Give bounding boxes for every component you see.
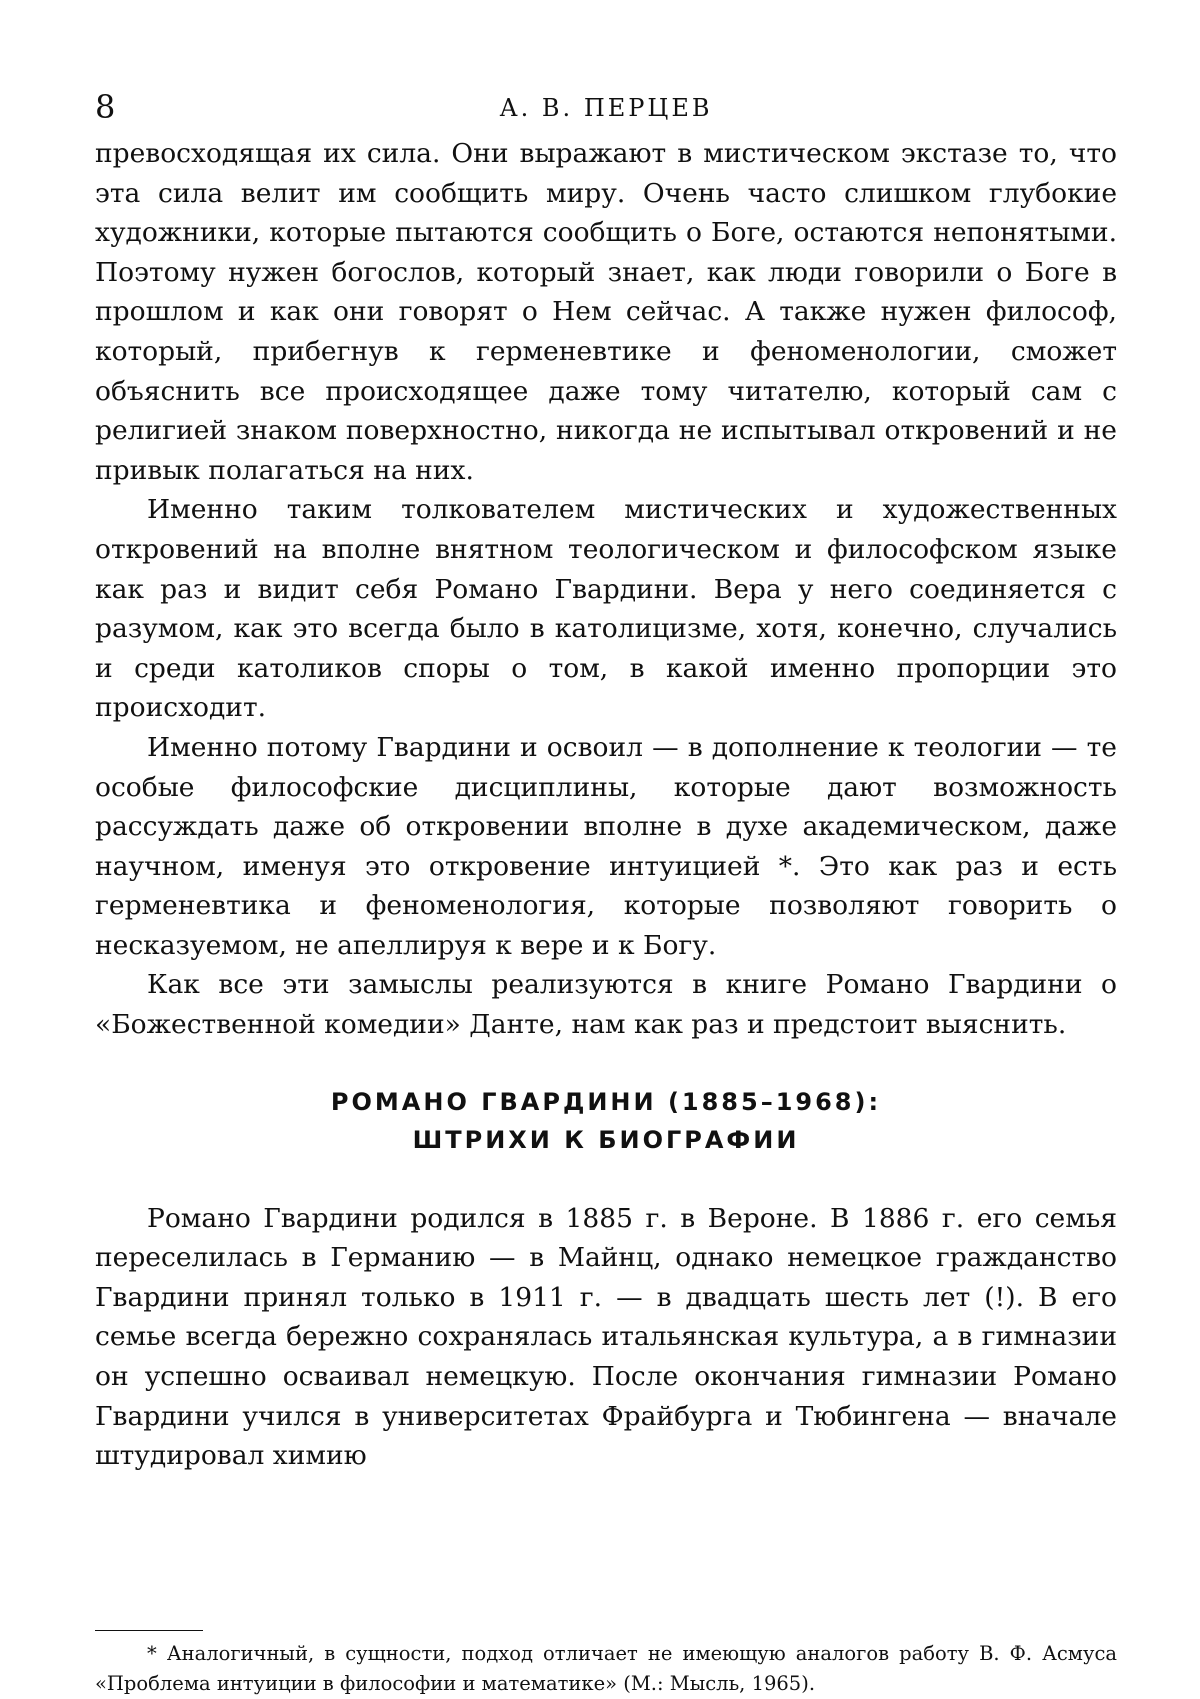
section-title — [95, 1083, 1117, 1159]
body-text — [95, 134, 1117, 1476]
footnote-area — [95, 1630, 1117, 1699]
section-paragraph: Романо Гвардини родился в 1885 г. в Вероне. В 1886 г. его семья переселилась в Германию — в Майнц, однако немецкое гражданство Гвардини принял только в 1911 г. — в двадцать шесть лет (!). В его семье всегда бережно сохранялась итальянская культура, а в гимназии он успешно осваивал немецкую. После окончания гимназии Романо Гвардини учился в университетах Фрайбурга и Тюбингена — вначале штудировал химию — [95, 1202, 1117, 1472]
book-page — [95, 80, 1117, 1695]
running-head — [95, 80, 1117, 134]
paragraph: Как все эти замыслы реализуются в книге Романо Гвардини о «Божественной комедии» Данте, нам как раз и предстоит выяснить. — [95, 969, 1117, 1041]
footnote: * Аналогичный, в сущности, подход отличает не имеющую аналогов работу В. Ф. Асмуса «Проблема интуиции в философии и математике» (М.: Мысль, 1965). — [95, 1642, 1117, 1695]
section-title-line-2: ШТРИХИ К БИОГРАФИИ — [412, 1125, 800, 1154]
footnote-rule — [95, 1630, 203, 1631]
section-title-line-1: РОМАНО ГВАРДИНИ (1885–1968): — [330, 1087, 882, 1116]
paragraph: Именно потому Гвардини и освоил — в дополнение к теологии — те особые философские дисциплины, которые дают возможность рассуждать даже об откровении вполне в духе академическом, даже научном, именуя это откровение интуицией *. Это как раз и есть герменевтика и феноменология, которые позволяют говорить о несказуемом, не апеллируя к вере и к Богу. — [95, 731, 1117, 961]
paragraph-continued: превосходящая их сила. Они выражают в мистическом экстазе то, что эта сила велит им сообщить миру. Очень часто слишком глубокие художники, которые пытаются сообщить о Боге, остаются непонятыми. Поэтому нужен богослов, который знает, как люди говорили о Боге в прошлом и как они говорят о Нем сейчас. А также нужен философ, который, прибегнув к герменевтике и феноменологии, сможет объяснить все происходящее даже тому читателю, который сам с религией знаком поверхностно, никогда не испытывал откровений и не привык полагаться на них. — [95, 138, 1117, 486]
running-title: А. В. ПЕРЦЕВ — [499, 94, 713, 122]
paragraph: Именно таким толкователем мистических и художественных откровений на вполне внятном теологическом и философском языке как раз и видит себя Романо Гвардини. Вера у него соединяется с разумом, как это всегда было в католицизме, хотя, конечно, случались и среди католиков споры о том, в какой именно пропорции это происходит. — [95, 494, 1117, 724]
page-number: 8 — [95, 88, 116, 126]
